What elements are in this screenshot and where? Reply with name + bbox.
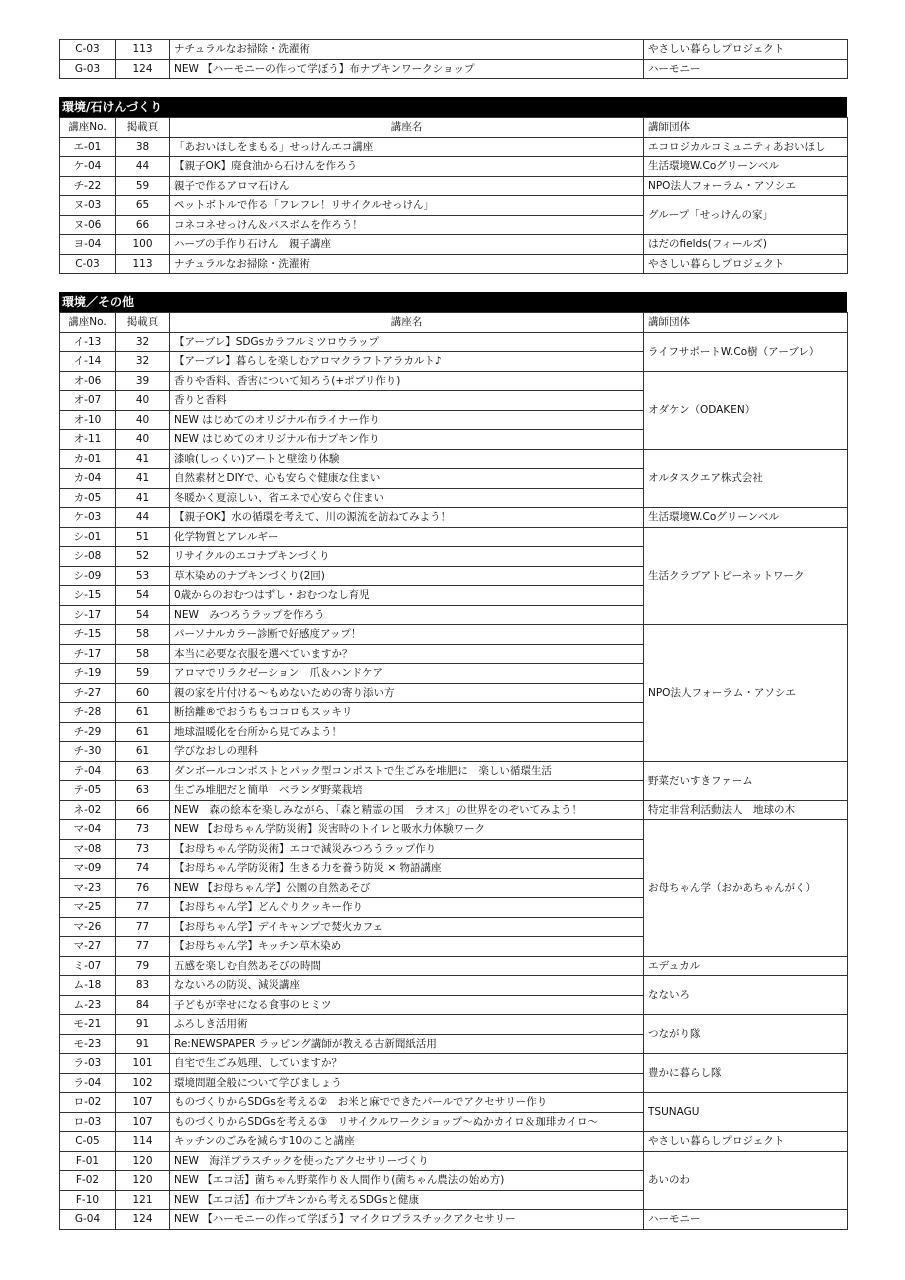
- instructor-org: あいのわ: [644, 1151, 848, 1210]
- course-page: 77: [116, 917, 170, 937]
- course-org: やさしい暮らしプロジェクト: [644, 40, 848, 60]
- course-page: 54: [116, 605, 170, 625]
- table-row: [60, 1132, 848, 1152]
- course-code: チ-19: [60, 664, 116, 684]
- course-title: 地球温暖化を台所から見てみよう！: [170, 722, 644, 742]
- course-code: C-03: [60, 254, 116, 274]
- course-code: イ-14: [60, 352, 116, 372]
- course-code: ヌ-06: [60, 215, 116, 235]
- course-code: シ-15: [60, 586, 116, 606]
- course-title: NEW 【お母ちゃん学防災術】災害時のトイレと吸水力体験ワーク: [170, 820, 644, 840]
- course-page: 53: [116, 566, 170, 586]
- course-title: 断捨離®でおうちもココロもスッキリ: [170, 703, 644, 723]
- course-page: 63: [116, 761, 170, 781]
- header-row: [60, 313, 848, 333]
- course-code: C-05: [60, 1132, 116, 1152]
- course-code: マ-08: [60, 839, 116, 859]
- course-page: 114: [116, 1132, 170, 1152]
- course-page: 32: [116, 352, 170, 372]
- table-row: [60, 1151, 848, 1171]
- course-page: 44: [116, 157, 170, 177]
- course-title: 自然素材とDIYで、心も安らぐ健康な住まい: [170, 469, 644, 489]
- table-row: [60, 254, 848, 274]
- course-code: チ-17: [60, 644, 116, 664]
- course-title: 【アーブレ】暮らしを楽しむアロマクラフトアラカルト♪: [170, 352, 644, 372]
- course-title: パーソナルカラー診断で好感度アップ！: [170, 625, 644, 645]
- course-page: 124: [116, 59, 170, 79]
- section-title: 環境／その他: [59, 292, 847, 312]
- instructor-org: 野菜だいすきファーム: [644, 761, 848, 800]
- header-page: 掲載頁: [116, 118, 170, 138]
- table-row: [60, 625, 848, 645]
- course-page: 73: [116, 839, 170, 859]
- table-row: [60, 40, 848, 60]
- course-code: シ-08: [60, 547, 116, 567]
- course-page: 121: [116, 1190, 170, 1210]
- instructor-org: グループ「せっけんの家」: [644, 196, 848, 235]
- course-title: 生ごみ堆肥だと簡単 ベランダ野菜栽培: [170, 781, 644, 801]
- course-code: マ-04: [60, 820, 116, 840]
- course-code: シ-17: [60, 605, 116, 625]
- table-row: [60, 976, 848, 996]
- course-code: モ-21: [60, 1015, 116, 1035]
- instructor-org: NPO法人フォーラム・アソシエ: [644, 625, 848, 762]
- course-code: C-03: [60, 40, 116, 60]
- table-row: [60, 1015, 848, 1035]
- instructor-org: やさしい暮らしプロジェクト: [644, 254, 848, 274]
- course-title: 【アーブレ】SDGsカラフルミツロウラップ: [170, 332, 644, 352]
- course-title: NEW みつろうラップを作ろう: [170, 605, 644, 625]
- table-row: [60, 1054, 848, 1074]
- course-page: 61: [116, 742, 170, 762]
- course-title: ハーブの手作り石けん 親子講座: [170, 235, 644, 255]
- course-title: 化学物質とアレルギー: [170, 527, 644, 547]
- course-title: キッチンのごみを減らす10のこと講座: [170, 1132, 644, 1152]
- course-page: 41: [116, 449, 170, 469]
- top-table: [59, 39, 848, 79]
- course-title: NEW 【ハーモニーの作って学ぼう】マイクロプラスチックアクセサリー: [170, 1210, 644, 1230]
- course-code: イ-13: [60, 332, 116, 352]
- instructor-org: はだのfields(フィールズ): [644, 235, 848, 255]
- table-row: [60, 59, 848, 79]
- header-title: 講座名: [170, 118, 644, 138]
- course-page: 38: [116, 137, 170, 157]
- course-page: 107: [116, 1093, 170, 1113]
- instructor-org: つながり隊: [644, 1015, 848, 1054]
- course-code: チ-27: [60, 683, 116, 703]
- course-page: 41: [116, 488, 170, 508]
- course-title: 草木染めのナプキンづくり(2回): [170, 566, 644, 586]
- course-code: ケ-03: [60, 508, 116, 528]
- table-row: [60, 449, 848, 469]
- course-page: 60: [116, 683, 170, 703]
- course-code: G-03: [60, 59, 116, 79]
- instructor-org: 豊かに暮らし隊: [644, 1054, 848, 1093]
- instructor-org: ハーモニー: [644, 1210, 848, 1230]
- course-title: 自宅で生ごみ処理、していますか？: [170, 1054, 644, 1074]
- course-code: チ-15: [60, 625, 116, 645]
- course-code: チ-22: [60, 176, 116, 196]
- course-code: マ-26: [60, 917, 116, 937]
- course-code: ム-23: [60, 995, 116, 1015]
- course-code: ネ-02: [60, 800, 116, 820]
- course-code: チ-28: [60, 703, 116, 723]
- course-page: 113: [116, 254, 170, 274]
- course-title: なないろの防災、減災講座: [170, 976, 644, 996]
- course-table: [59, 117, 848, 274]
- header-org: 講師団体: [644, 118, 848, 138]
- course-title: 環境問題全般について学びましょう: [170, 1073, 644, 1093]
- course-title: 本当に必要な衣服を選べていますか？: [170, 644, 644, 664]
- instructor-org: なないろ: [644, 976, 848, 1015]
- course-title: NEW 森の絵本を楽しみながら、「森と精霊の国 ラオス」の世界をのぞいてみよう！: [170, 800, 644, 820]
- course-title: リサイクルのエコナプキンづくり: [170, 547, 644, 567]
- table-row: [60, 235, 848, 255]
- instructor-org: 生活環境W.Coグリーンベル: [644, 508, 848, 528]
- course-code: ケ-04: [60, 157, 116, 177]
- course-code: ロ-02: [60, 1093, 116, 1113]
- table-row: [60, 956, 848, 976]
- course-page: 58: [116, 625, 170, 645]
- course-page: 52: [116, 547, 170, 567]
- course-code: テ-05: [60, 781, 116, 801]
- course-page: 91: [116, 1034, 170, 1054]
- course-page: 102: [116, 1073, 170, 1093]
- course-title: NEW 【エコ活】菌ちゃん野菜作り＆人間作り(菌ちゃん農法の始め方): [170, 1171, 644, 1191]
- header-code: 講座No.: [60, 118, 116, 138]
- instructor-org: オルタスクエア株式会社: [644, 449, 848, 508]
- course-table: [59, 312, 848, 1230]
- course-title: 【お母ちゃん学防災術】生きる力を養う防災 × 物語講座: [170, 859, 644, 879]
- instructor-org: お母ちゃん学（おかあちゃんがく）: [644, 820, 848, 957]
- top-table-block: [59, 39, 847, 79]
- course-title: 親の家を片付ける～もめないための寄り添い方: [170, 683, 644, 703]
- course-title: 香りや香料、香害について知ろう(+ポプリ作り): [170, 371, 644, 391]
- course-code: マ-27: [60, 937, 116, 957]
- table-row: [60, 196, 848, 216]
- course-page: 124: [116, 1210, 170, 1230]
- course-title: 香りと香料: [170, 391, 644, 411]
- course-code: F-10: [60, 1190, 116, 1210]
- table-row: [60, 176, 848, 196]
- course-code: チ-29: [60, 722, 116, 742]
- course-title: アロマでリラクゼーション 爪＆ハンドケア: [170, 664, 644, 684]
- course-title: ペットボトルで作る「フレフレ！リサイクルせっけん」: [170, 196, 644, 216]
- table-row: [60, 137, 848, 157]
- course-title: NEW 海洋プラスチックを使ったアクセサリーづくり: [170, 1151, 644, 1171]
- header-page: 掲載頁: [116, 313, 170, 333]
- course-code: ミ-07: [60, 956, 116, 976]
- course-page: 58: [116, 644, 170, 664]
- course-title: ふろしき活用術: [170, 1015, 644, 1035]
- course-page: 39: [116, 371, 170, 391]
- course-page: 79: [116, 956, 170, 976]
- table-row: [60, 157, 848, 177]
- section-soap: [59, 97, 847, 274]
- course-code: マ-25: [60, 898, 116, 918]
- header-title: 講座名: [170, 313, 644, 333]
- course-page: 83: [116, 976, 170, 996]
- table-row: [60, 1210, 848, 1230]
- course-page: 44: [116, 508, 170, 528]
- course-page: 32: [116, 332, 170, 352]
- course-code: ロ-03: [60, 1112, 116, 1132]
- course-page: 91: [116, 1015, 170, 1035]
- course-code: シ-01: [60, 527, 116, 547]
- course-title: ものづくりからSDGsを考える② お米と麻でできたパールでアクセサリー作り: [170, 1093, 644, 1113]
- instructor-org: NPO法人フォーラム・アソシエ: [644, 176, 848, 196]
- instructor-org: 特定非営利活動法人 地球の木: [644, 800, 848, 820]
- course-page: 63: [116, 781, 170, 801]
- course-title: ダンボールコンポストとパック型コンポストで生ごみを堆肥に 楽しい循環生活: [170, 761, 644, 781]
- table-row: [60, 761, 848, 781]
- table-row: [60, 820, 848, 840]
- course-code: G-04: [60, 1210, 116, 1230]
- instructor-org: エコロジカルコミュニティあおいほし: [644, 137, 848, 157]
- course-code: モ-23: [60, 1034, 116, 1054]
- course-title: 【お母ちゃん学】キッチン草木染め: [170, 937, 644, 957]
- header-code: 講座No.: [60, 313, 116, 333]
- course-page: 100: [116, 235, 170, 255]
- course-code: カ-05: [60, 488, 116, 508]
- course-page: 40: [116, 391, 170, 411]
- course-page: 101: [116, 1054, 170, 1074]
- course-title: NEW 【お母ちゃん学】公園の自然あそび: [170, 878, 644, 898]
- course-code: F-02: [60, 1171, 116, 1191]
- course-title: 子どもが幸せになる食事のヒミツ: [170, 995, 644, 1015]
- course-title: コネコネせっけん＆バスボムを作ろう！: [170, 215, 644, 235]
- course-title: 「あおいほしをまもる」せっけんエコ講座: [170, 137, 644, 157]
- header-row: [60, 118, 848, 138]
- course-page: 66: [116, 215, 170, 235]
- course-page: 66: [116, 800, 170, 820]
- table-row: [60, 527, 848, 547]
- section-other: [59, 292, 847, 1230]
- course-page: 120: [116, 1171, 170, 1191]
- table-row: [60, 371, 848, 391]
- course-page: 77: [116, 898, 170, 918]
- table-row: [60, 508, 848, 528]
- course-title: ものづくりからSDGsを考える③ リサイクルワークショップ～ぬかカイロ＆珈琲カイロ～: [170, 1112, 644, 1132]
- instructor-org: 生活クラブアトピーネットワーク: [644, 527, 848, 625]
- course-code: ヨ-04: [60, 235, 116, 255]
- instructor-org: エデュカル: [644, 956, 848, 976]
- course-title: 五感を楽しむ自然あそびの時間: [170, 956, 644, 976]
- course-title: 【親子OK】廃食油から石けんを作ろう: [170, 157, 644, 177]
- course-title: NEW はじめてのオリジナル布ナプキン作り: [170, 430, 644, 450]
- course-code: オ-11: [60, 430, 116, 450]
- course-page: 120: [116, 1151, 170, 1171]
- course-code: ラ-04: [60, 1073, 116, 1093]
- course-code: マ-09: [60, 859, 116, 879]
- course-code: ヌ-03: [60, 196, 116, 216]
- course-title: 親子で作るアロマ石けん: [170, 176, 644, 196]
- course-page: 51: [116, 527, 170, 547]
- course-page: 41: [116, 469, 170, 489]
- course-title: 冬暖かく夏涼しい、省エネで心安らぐ住まい: [170, 488, 644, 508]
- course-title: 0歳からのおむつはずし・おむつなし育児: [170, 586, 644, 606]
- table-row: [60, 332, 848, 352]
- course-page: 40: [116, 410, 170, 430]
- instructor-org: オダケン（ODAKEN）: [644, 371, 848, 449]
- course-page: 59: [116, 176, 170, 196]
- course-title: Re:NEWSPAPER ラッピング講師が教える古新聞紙活用: [170, 1034, 644, 1054]
- course-page: 74: [116, 859, 170, 879]
- course-page: 54: [116, 586, 170, 606]
- course-code: カ-01: [60, 449, 116, 469]
- course-code: カ-04: [60, 469, 116, 489]
- instructor-org: やさしい暮らしプロジェクト: [644, 1132, 848, 1152]
- course-title: 【お母ちゃん学】デイキャンプで焚火カフェ: [170, 917, 644, 937]
- course-code: シ-09: [60, 566, 116, 586]
- course-title: 【お母ちゃん学防災術】エコで減災みつろうラップ作り: [170, 839, 644, 859]
- course-title: NEW はじめてのオリジナル布ライナー作り: [170, 410, 644, 430]
- course-title: NEW 【ハーモニーの作って学ぼう】布ナプキンワークショップ: [170, 59, 644, 79]
- section-title: 環境/石けんづくり: [59, 97, 847, 117]
- course-page: 40: [116, 430, 170, 450]
- course-code: オ-10: [60, 410, 116, 430]
- course-page: 77: [116, 937, 170, 957]
- course-page: 61: [116, 703, 170, 723]
- course-title: 【親子OK】水の循環を考えて、川の源流を訪ねてみよう！: [170, 508, 644, 528]
- course-title: 学びなおしの理科: [170, 742, 644, 762]
- course-code: オ-07: [60, 391, 116, 411]
- course-page: 61: [116, 722, 170, 742]
- course-title: ナチュラルなお掃除・洗濯術: [170, 254, 644, 274]
- course-page: 59: [116, 664, 170, 684]
- course-code: エ-01: [60, 137, 116, 157]
- course-title: NEW 【エコ活】布ナプキンから考えるSDGsと健康: [170, 1190, 644, 1210]
- course-code: テ-04: [60, 761, 116, 781]
- table-row: [60, 1093, 848, 1113]
- course-code: マ-23: [60, 878, 116, 898]
- course-page: 76: [116, 878, 170, 898]
- table-row: [60, 800, 848, 820]
- course-page: 84: [116, 995, 170, 1015]
- course-title: ナチュラルなお掃除・洗濯術: [170, 40, 644, 60]
- course-code: ラ-03: [60, 1054, 116, 1074]
- course-page: 73: [116, 820, 170, 840]
- course-code: チ-30: [60, 742, 116, 762]
- course-page: 65: [116, 196, 170, 216]
- instructor-org: 生活環境W.Coグリーンベル: [644, 157, 848, 177]
- course-code: F-01: [60, 1151, 116, 1171]
- course-page: 107: [116, 1112, 170, 1132]
- course-title: 【お母ちゃん学】どんぐりクッキー作り: [170, 898, 644, 918]
- instructor-org: TSUNAGU: [644, 1093, 848, 1132]
- course-page: 113: [116, 40, 170, 60]
- instructor-org: ライフサポートW.Co樹（アーブレ）: [644, 332, 848, 371]
- course-code: オ-06: [60, 371, 116, 391]
- course-title: 漆喰(しっくい)アートと壁塗り体験: [170, 449, 644, 469]
- course-org: ハーモニー: [644, 59, 848, 79]
- header-org: 講師団体: [644, 313, 848, 333]
- course-code: ム-18: [60, 976, 116, 996]
